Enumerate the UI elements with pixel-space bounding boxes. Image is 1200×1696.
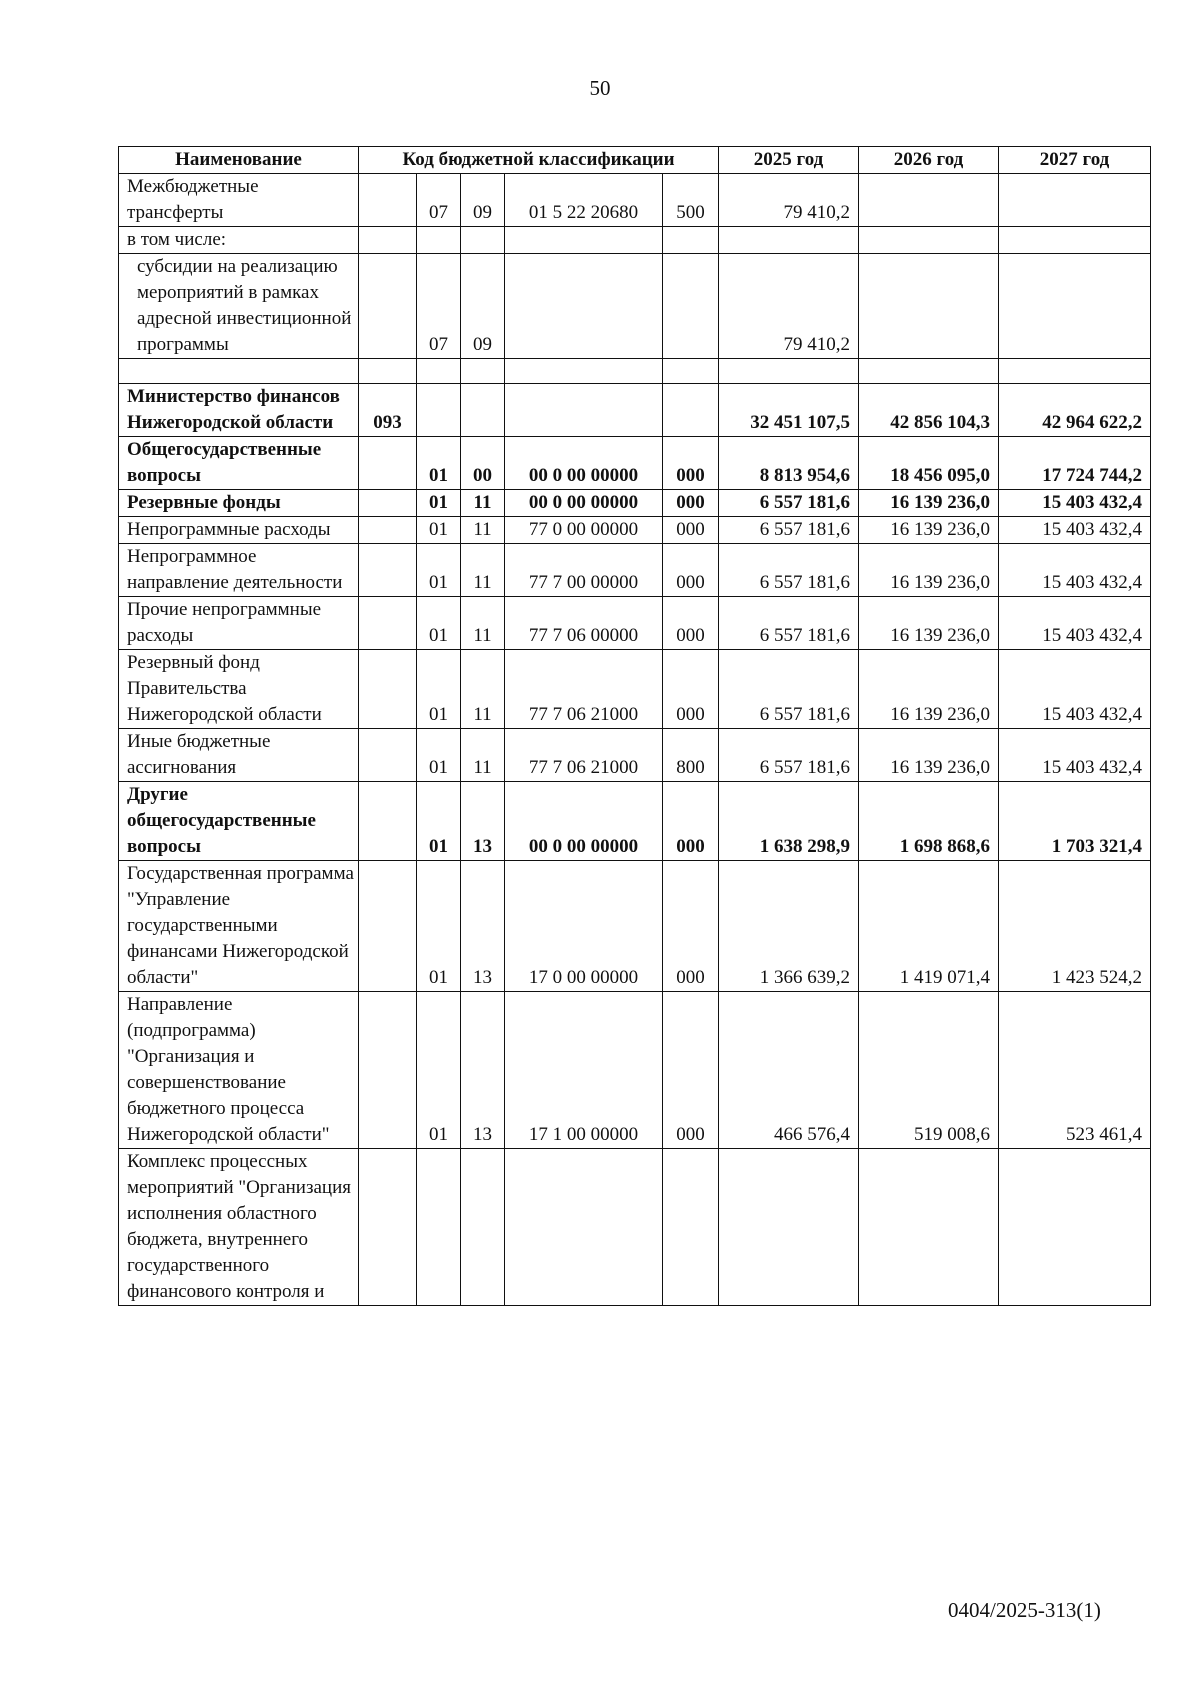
cell-pr: 11 — [461, 544, 505, 597]
cell-2027: 15 403 432,4 — [999, 597, 1151, 650]
cell-2025: 6 557 181,6 — [719, 729, 859, 782]
page-number: 50 — [589, 76, 611, 100]
table-row — [119, 729, 1151, 782]
cell-rz: 01 — [417, 437, 461, 490]
header-code: Код бюджетной классификации — [359, 147, 719, 174]
row-name — [119, 359, 359, 384]
row-name: Комплекс процессных мероприятий "Организация исполнения областного бюджета, внутреннего государственного финансового контроля и — [119, 1149, 359, 1306]
cell-pr: 00 — [461, 437, 505, 490]
table-row — [119, 597, 1151, 650]
cell-ved: 093 — [359, 384, 417, 437]
cell-2025: 6 557 181,6 — [719, 517, 859, 544]
row-name: Государственная программа "Управление государственными финансами Нижегородской области" — [119, 861, 359, 992]
cell-2026 — [859, 254, 999, 359]
cell-ved — [359, 1149, 417, 1306]
cell-2025: 466 576,4 — [719, 992, 859, 1149]
cell-ved — [359, 437, 417, 490]
cell-ved — [359, 992, 417, 1149]
cell-2027: 15 403 432,4 — [999, 650, 1151, 729]
table-header-row — [119, 147, 1151, 174]
footer-document-code: 0404/2025-313(1) — [948, 1598, 1101, 1622]
cell-2027: 15 403 432,4 — [999, 544, 1151, 597]
cell-rz: 01 — [417, 782, 461, 861]
cell-vr: 000 — [663, 650, 719, 729]
cell-vr: 000 — [663, 992, 719, 1149]
table-row — [119, 384, 1151, 437]
cell-2027: 523 461,4 — [999, 992, 1151, 1149]
cell-ved — [359, 359, 417, 384]
cell-ved — [359, 544, 417, 597]
cell-2026: 519 008,6 — [859, 992, 999, 1149]
cell-csr — [505, 254, 663, 359]
cell-pr — [461, 227, 505, 254]
cell-csr: 77 7 06 21000 — [505, 729, 663, 782]
cell-ved — [359, 490, 417, 517]
cell-2025: 6 557 181,6 — [719, 597, 859, 650]
row-name: субсидии на реализацию мероприятий в рамках адресной инвестиционной программы — [119, 254, 359, 359]
cell-2026: 18 456 095,0 — [859, 437, 999, 490]
cell-2027: 1 423 524,2 — [999, 861, 1151, 992]
cell-csr: 77 0 00 00000 — [505, 517, 663, 544]
cell-rz — [417, 384, 461, 437]
cell-2025: 6 557 181,6 — [719, 544, 859, 597]
cell-pr: 13 — [461, 782, 505, 861]
cell-rz: 07 — [417, 254, 461, 359]
cell-2026: 16 139 236,0 — [859, 729, 999, 782]
cell-2027: 42 964 622,2 — [999, 384, 1151, 437]
cell-2026: 16 139 236,0 — [859, 650, 999, 729]
row-name: Резервный фонд Правительства Нижегородской области — [119, 650, 359, 729]
cell-2025 — [719, 227, 859, 254]
cell-2026 — [859, 359, 999, 384]
cell-rz: 01 — [417, 544, 461, 597]
cell-pr — [461, 1149, 505, 1306]
cell-pr: 13 — [461, 992, 505, 1149]
table-row — [119, 359, 1151, 384]
cell-pr: 11 — [461, 517, 505, 544]
cell-2025: 79 410,2 — [719, 174, 859, 227]
row-name: Непрограммные расходы — [119, 517, 359, 544]
cell-2027: 15 403 432,4 — [999, 490, 1151, 517]
cell-vr: 000 — [663, 437, 719, 490]
row-name: в том числе: — [119, 227, 359, 254]
cell-2025: 6 557 181,6 — [719, 490, 859, 517]
cell-vr: 000 — [663, 782, 719, 861]
row-name: Резервные фонды — [119, 490, 359, 517]
cell-2027: 15 403 432,4 — [999, 517, 1151, 544]
cell-2026 — [859, 1149, 999, 1306]
row-name: Направление (подпрограмма) "Организация и совершенствование бюджетного процесса Нижегородской области" — [119, 992, 359, 1149]
cell-pr — [461, 384, 505, 437]
cell-csr: 00 0 00 00000 — [505, 782, 663, 861]
cell-vr: 000 — [663, 517, 719, 544]
table-row — [119, 782, 1151, 861]
header-2025: 2025 год — [719, 147, 859, 174]
cell-2026: 1 698 868,6 — [859, 782, 999, 861]
cell-pr: 11 — [461, 650, 505, 729]
cell-rz — [417, 227, 461, 254]
cell-csr: 77 7 06 21000 — [505, 650, 663, 729]
cell-csr: 77 7 00 00000 — [505, 544, 663, 597]
cell-pr — [461, 359, 505, 384]
cell-csr — [505, 359, 663, 384]
cell-csr — [505, 384, 663, 437]
cell-ved — [359, 254, 417, 359]
cell-2025: 1 366 639,2 — [719, 861, 859, 992]
table-row — [119, 650, 1151, 729]
table-row — [119, 227, 1151, 254]
row-name: Министерство финансов Нижегородской области — [119, 384, 359, 437]
table-row — [119, 254, 1151, 359]
cell-rz: 01 — [417, 517, 461, 544]
cell-csr — [505, 227, 663, 254]
table-row — [119, 861, 1151, 992]
cell-csr: 01 5 22 20680 — [505, 174, 663, 227]
cell-ved — [359, 650, 417, 729]
row-name: Межбюджетные трансферты — [119, 174, 359, 227]
cell-ved — [359, 782, 417, 861]
cell-2026 — [859, 227, 999, 254]
cell-vr: 500 — [663, 174, 719, 227]
table-row — [119, 1149, 1151, 1306]
table-row — [119, 544, 1151, 597]
cell-rz: 01 — [417, 490, 461, 517]
cell-2026: 42 856 104,3 — [859, 384, 999, 437]
cell-2027 — [999, 254, 1151, 359]
cell-2026: 1 419 071,4 — [859, 861, 999, 992]
cell-rz: 01 — [417, 650, 461, 729]
cell-pr: 09 — [461, 174, 505, 227]
cell-pr: 13 — [461, 861, 505, 992]
table-row — [119, 517, 1151, 544]
cell-rz: 01 — [417, 861, 461, 992]
cell-rz: 07 — [417, 174, 461, 227]
cell-csr: 00 0 00 00000 — [505, 437, 663, 490]
cell-2027 — [999, 227, 1151, 254]
header-name: Наименование — [119, 147, 359, 174]
cell-vr: 000 — [663, 861, 719, 992]
cell-rz — [417, 359, 461, 384]
cell-2026: 16 139 236,0 — [859, 490, 999, 517]
cell-vr — [663, 359, 719, 384]
cell-2025: 6 557 181,6 — [719, 650, 859, 729]
cell-2025: 79 410,2 — [719, 254, 859, 359]
cell-vr — [663, 1149, 719, 1306]
row-name: Общегосударственные вопросы — [119, 437, 359, 490]
cell-2025 — [719, 1149, 859, 1306]
cell-vr — [663, 384, 719, 437]
cell-2025: 32 451 107,5 — [719, 384, 859, 437]
cell-pr: 09 — [461, 254, 505, 359]
cell-csr: 00 0 00 00000 — [505, 490, 663, 517]
cell-vr: 000 — [663, 597, 719, 650]
cell-2026: 16 139 236,0 — [859, 597, 999, 650]
cell-2027 — [999, 1149, 1151, 1306]
cell-rz: 01 — [417, 597, 461, 650]
cell-ved — [359, 174, 417, 227]
cell-rz — [417, 1149, 461, 1306]
cell-ved — [359, 861, 417, 992]
cell-pr: 11 — [461, 597, 505, 650]
cell-2027: 1 703 321,4 — [999, 782, 1151, 861]
table-row — [119, 174, 1151, 227]
cell-2026: 16 139 236,0 — [859, 544, 999, 597]
cell-2026: 16 139 236,0 — [859, 517, 999, 544]
cell-2025 — [719, 359, 859, 384]
cell-rz: 01 — [417, 729, 461, 782]
cell-vr — [663, 227, 719, 254]
cell-2027 — [999, 359, 1151, 384]
header-2027: 2027 год — [999, 147, 1151, 174]
table-row — [119, 992, 1151, 1149]
cell-vr: 000 — [663, 544, 719, 597]
cell-rz: 01 — [417, 992, 461, 1149]
cell-ved — [359, 597, 417, 650]
cell-pr: 11 — [461, 490, 505, 517]
row-name: Иные бюджетные ассигнования — [119, 729, 359, 782]
cell-ved — [359, 517, 417, 544]
row-name: Другие общегосударственные вопросы — [119, 782, 359, 861]
table-row — [119, 490, 1151, 517]
cell-2026 — [859, 174, 999, 227]
header-2026: 2026 год — [859, 147, 999, 174]
cell-ved — [359, 729, 417, 782]
row-name: Непрограммное направление деятельности — [119, 544, 359, 597]
cell-2025: 8 813 954,6 — [719, 437, 859, 490]
cell-csr — [505, 1149, 663, 1306]
cell-vr — [663, 254, 719, 359]
cell-2027 — [999, 174, 1151, 227]
cell-2027: 17 724 744,2 — [999, 437, 1151, 490]
cell-2025: 1 638 298,9 — [719, 782, 859, 861]
cell-pr: 11 — [461, 729, 505, 782]
cell-ved — [359, 227, 417, 254]
cell-vr: 800 — [663, 729, 719, 782]
table-row — [119, 437, 1151, 490]
cell-vr: 000 — [663, 490, 719, 517]
row-name: Прочие непрограммные расходы — [119, 597, 359, 650]
cell-csr: 17 1 00 00000 — [505, 992, 663, 1149]
cell-csr: 77 7 06 00000 — [505, 597, 663, 650]
cell-2027: 15 403 432,4 — [999, 729, 1151, 782]
budget-table — [118, 146, 1151, 1306]
cell-csr: 17 0 00 00000 — [505, 861, 663, 992]
